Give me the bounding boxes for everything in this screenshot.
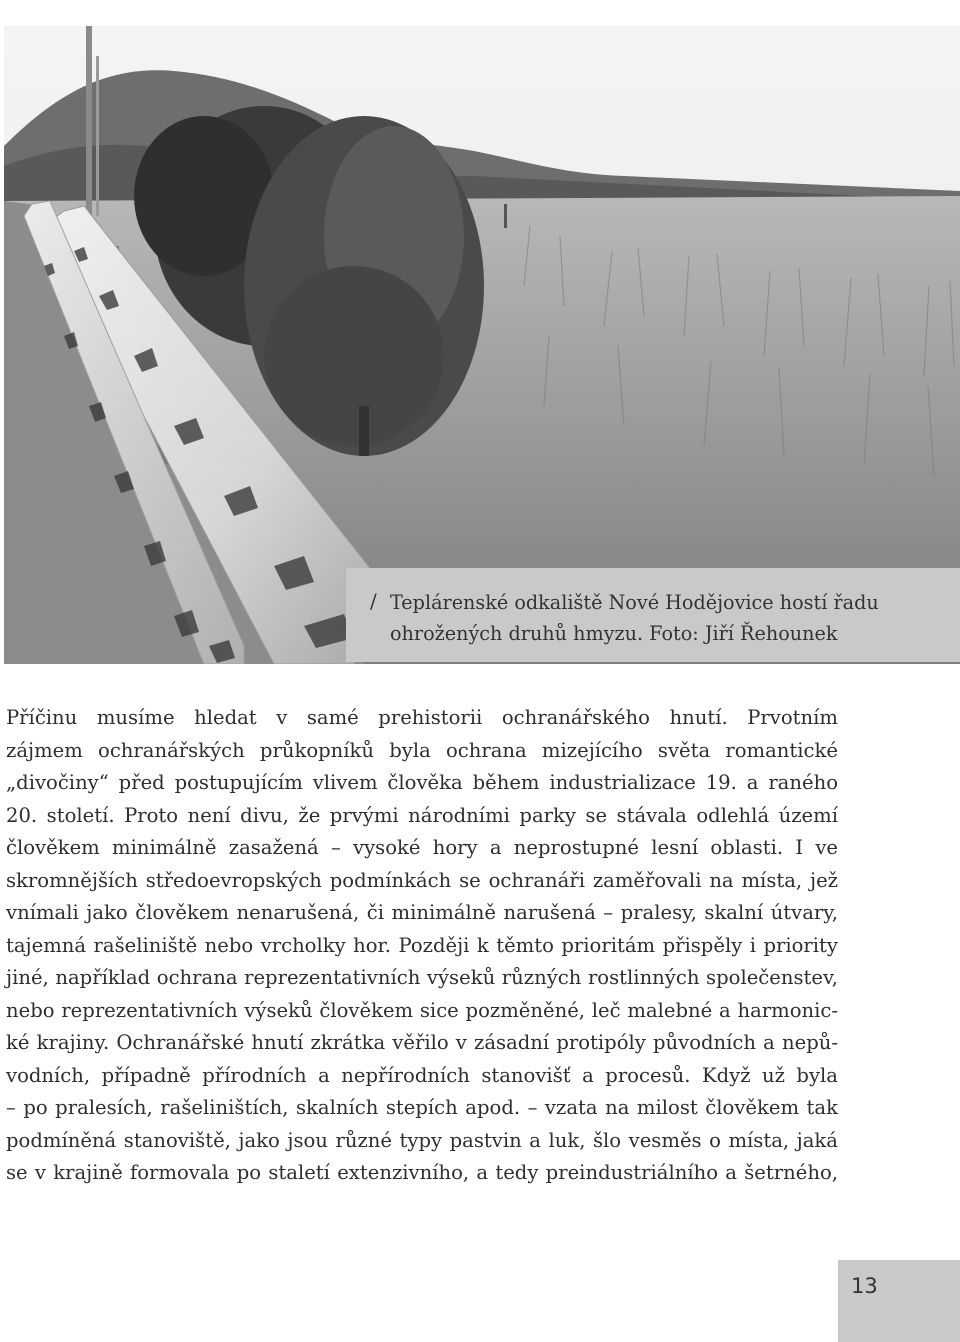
- body-line: se v krajině formovala po staletí extenzivního, a tedy preindustriálního a šetrného,: [6, 1161, 838, 1184]
- body-line: podmíněná stanoviště, jako jsou různé typy pastvin a luk, šlo vesměs o místa, jaká: [6, 1128, 838, 1152]
- body-paragraph: [6, 702, 838, 1190]
- body-line: zájmem ochranářských průkopníků byla ochrana mizejícího světa romantické: [6, 738, 838, 762]
- body-line: 20. století. Proto není divu, že prvými národními parky se stávala odlehlá území: [6, 803, 838, 827]
- page-number: 13: [851, 1274, 878, 1298]
- body-line: Příčinu musíme hledat v samé prehistorii ochranářského hnutí. Prvotním: [6, 706, 838, 729]
- body-line: skromnějších středoevropských podmínkách se ochranáři zaměřovali na místa, jež: [6, 868, 838, 892]
- body-line: „divočiny“ před postupujícím vlivem člověka během industrializace 19. a raného: [6, 771, 838, 794]
- body-line: vnímali jako člověkem nenarušená, či minimálně narušená – pralesy, skalní útvary,: [6, 901, 838, 924]
- body-line: nebo reprezentativních výseků člověkem sice pozměněné, leč malebné a harmonic-: [6, 998, 838, 1022]
- body-line: – po pralesích, rašeliništích, skalních stepích apod. – vzata na milost člověkem tak: [6, 1096, 838, 1119]
- body-line: tajemná rašeliniště nebo vrcholky hor. Později k těmto prioritám přispěly i priority: [6, 933, 838, 957]
- photo-caption: [390, 587, 940, 649]
- body-line: člověkem minimálně zasažená – vysoké hory a neprostupné lesní oblasti. I ve: [6, 836, 838, 859]
- photo-caption-box: [346, 568, 960, 662]
- caption-line: ohrožených druhů hmyzu. Foto: Jiří Řehounek: [390, 622, 838, 645]
- page-number-box: [838, 1260, 960, 1342]
- caption-line: Teplárenské odkaliště Nové Hodějovice hostí řadu: [390, 591, 879, 614]
- caption-marker: /: [370, 589, 377, 613]
- body-line: ké krajiny. Ochranářské hnutí zkrátka věřilo v zásadní protipóly původních a nepů-: [6, 1031, 838, 1054]
- body-line: jiné, například ochrana reprezentativních výseků různých rostlinných společenstev,: [6, 966, 838, 989]
- body-line: vodních, případně přírodních a nepřírodních stanovišť a procesů. Když už byla: [6, 1063, 838, 1087]
